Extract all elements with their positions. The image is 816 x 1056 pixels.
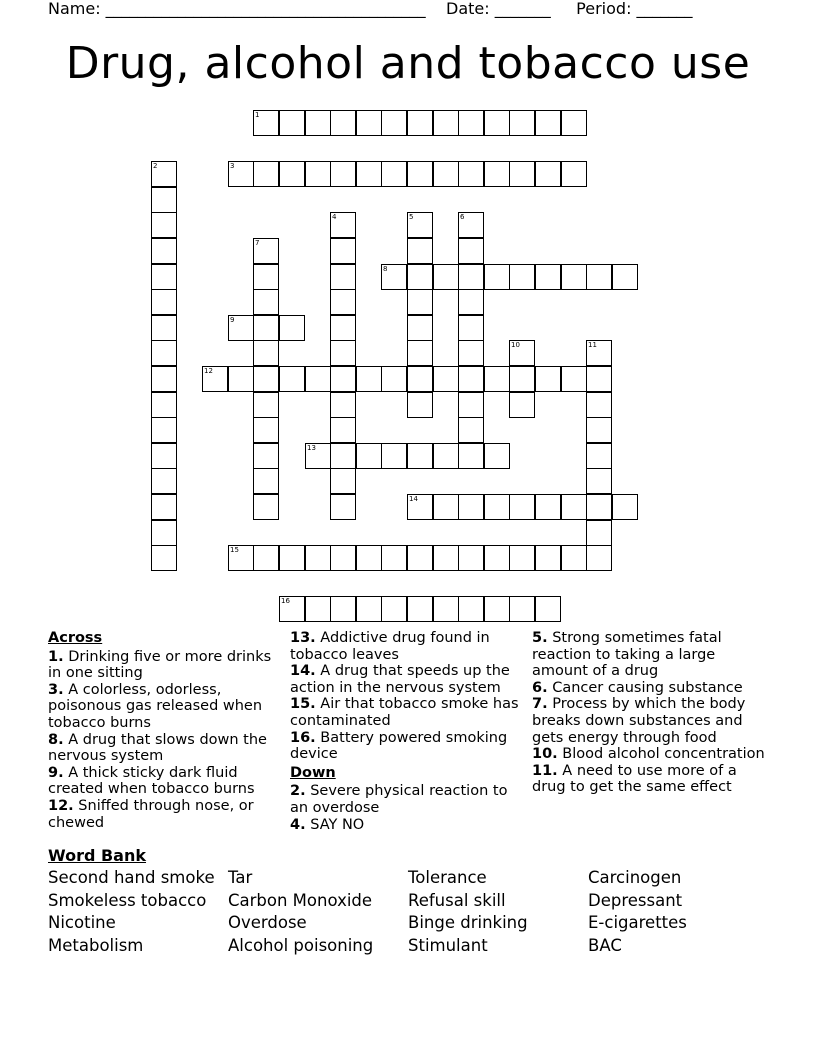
grid-cell[interactable] [330,340,356,366]
clue-text: Drinking five or more drinks in one sitting [48,648,272,682]
grid-cell[interactable] [151,417,177,443]
grid-cell[interactable] [279,545,305,571]
clue-down-10 [532,746,767,763]
clue-text: Severe physical reaction to an overdose [290,783,508,816]
clue-number: 14. [290,663,316,680]
grid-cell[interactable] [279,366,305,392]
grid-cell[interactable] [151,468,177,494]
grid-cell[interactable] [484,264,510,290]
word-bank-item: Alcohol poisoning [228,936,374,955]
grid-cell[interactable] [330,161,356,187]
grid-cell[interactable] [356,161,382,187]
clue-across-15 [290,696,525,729]
clue-text: SAY NO [310,816,365,833]
grid-cell[interactable] [330,212,356,238]
clue-across-8 [48,732,283,765]
clue-number: 5. [532,630,548,646]
cell-number: 2 [153,162,158,170]
grid-cell[interactable] [151,443,177,469]
grid-cell[interactable] [586,443,612,469]
word-bank-item: Nicotine [48,913,116,932]
grid-cell[interactable] [330,110,356,136]
grid-cell[interactable] [253,366,279,392]
grid-cell[interactable] [151,545,177,571]
word-bank-item: Tar [228,868,253,887]
grid-cell[interactable] [535,366,561,392]
grid-cell[interactable] [381,161,407,187]
clue-text: Sniffed through nose, or chewed [48,797,254,831]
clue-number: 11. [532,762,558,779]
grid-cell[interactable] [330,238,356,264]
grid-cell[interactable] [458,264,484,290]
grid-cell[interactable] [330,315,356,341]
grid-cell[interactable] [586,494,612,520]
cell-number: 13 [307,444,316,452]
clue-text: Blood alcohol concentration [562,746,765,763]
cell-number: 11 [588,341,597,349]
grid-cell[interactable] [330,494,356,520]
clue-number: 4. [290,816,306,833]
grid-cell[interactable] [433,596,459,622]
grid-cell[interactable] [151,161,177,187]
grid-cell[interactable] [458,161,484,187]
clue-down-4 [290,817,525,834]
grid-cell[interactable] [561,110,587,136]
grid-cell[interactable] [586,366,612,392]
word-bank-item: Refusal skill [408,891,506,910]
grid-cell[interactable] [151,187,177,213]
grid-cell[interactable] [484,110,510,136]
grid-cell[interactable] [433,366,459,392]
grid-cell[interactable] [407,315,433,341]
word-bank-item: E-cigarettes [588,913,687,932]
grid-cell[interactable] [458,315,484,341]
clue-text: Air that tobacco smoke has contaminated [290,696,519,729]
cell-number: 7 [255,239,260,247]
grid-cell[interactable] [253,468,279,494]
word-bank-item: Depressant [588,891,683,910]
grid-cell[interactable] [407,110,433,136]
grid-cell[interactable] [253,392,279,418]
clue-number: 3. [48,681,64,698]
word-bank-title: Word Bank [48,846,147,865]
word-bank-item: Tolerance [408,868,487,887]
clue-number: 1. [48,648,64,665]
grid-cell[interactable] [151,289,177,315]
grid-cell[interactable] [407,340,433,366]
grid-cell[interactable] [586,520,612,546]
grid-cell[interactable] [458,340,484,366]
clue-text: Strong sometimes fatal reaction to taking a large amount of a drug [532,630,722,680]
grid-cell[interactable] [484,161,510,187]
grid-cell[interactable] [458,238,484,264]
clue-text: A colorless, odorless, poisonous gas released when tobacco burns [48,681,263,731]
grid-cell[interactable] [381,596,407,622]
grid-cell[interactable] [253,443,279,469]
clue-number: 6. [532,679,548,696]
word-bank-item: Binge drinking [408,913,528,932]
grid-cell[interactable] [484,494,510,520]
grid-cell[interactable] [151,212,177,238]
grid-cell[interactable] [381,545,407,571]
cell-number: 16 [281,597,290,605]
grid-cell[interactable] [305,161,331,187]
clue-number: 9. [48,764,64,781]
clue-number: 8. [48,731,64,748]
grid-cell[interactable] [407,238,433,264]
clue-column-2 [290,630,525,833]
clue-across-9 [48,765,283,798]
grid-cell[interactable] [151,520,177,546]
grid-cell[interactable] [253,545,279,571]
grid-cell[interactable] [586,392,612,418]
grid-cell[interactable] [305,110,331,136]
grid-cell[interactable] [228,315,254,341]
grid-cell[interactable] [509,264,535,290]
grid-cell[interactable] [535,545,561,571]
grid-cell[interactable] [407,494,433,520]
word-bank-item: Second hand smoke [48,868,215,887]
grid-cell[interactable] [509,110,535,136]
grid-cell[interactable] [407,443,433,469]
clue-column-1 [48,630,283,831]
grid-cell[interactable] [458,289,484,315]
grid-cell[interactable] [458,596,484,622]
grid-cell[interactable] [433,443,459,469]
word-bank-item: BAC [588,936,622,955]
grid-cell[interactable] [330,596,356,622]
clue-text: A need to use more of a drug to get the same effect [532,762,737,796]
grid-cell[interactable] [253,110,279,136]
word-bank-item: Carbon Monoxide [228,891,373,910]
grid-cell[interactable] [330,468,356,494]
grid-cell[interactable] [305,596,331,622]
grid-cell[interactable] [586,264,612,290]
grid-cell[interactable] [253,238,279,264]
grid-cell[interactable] [458,545,484,571]
grid-cell[interactable] [151,494,177,520]
grid-cell[interactable] [535,596,561,622]
down-heading: Down [290,764,336,781]
grid-cell[interactable] [561,545,587,571]
grid-cell[interactable] [151,315,177,341]
cell-number: 8 [383,265,388,273]
grid-cell[interactable] [253,494,279,520]
grid-cell[interactable] [228,545,254,571]
grid-cell[interactable] [407,289,433,315]
clue-across-13 [290,630,525,663]
clue-number: 7. [532,696,548,713]
grid-cell[interactable] [458,110,484,136]
clue-number: 2. [290,783,306,800]
grid-cell[interactable] [433,161,459,187]
grid-cell[interactable] [433,545,459,571]
grid-cell[interactable] [151,392,177,418]
clue-number: 12. [48,797,74,814]
grid-cell[interactable] [202,366,228,392]
clue-text: Battery powered smoking device [290,729,508,763]
clue-across-3 [48,682,283,732]
grid-cell[interactable] [458,494,484,520]
clue-number: 10. [532,746,558,763]
grid-cell[interactable] [381,110,407,136]
grid-cell[interactable] [484,366,510,392]
cell-number: 15 [230,546,239,554]
grid-cell[interactable] [458,392,484,418]
grid-cell[interactable] [509,494,535,520]
grid-cell[interactable] [330,443,356,469]
grid-cell[interactable] [330,392,356,418]
grid-cell[interactable] [586,468,612,494]
grid-cell[interactable] [330,417,356,443]
clue-number: 13. [290,630,316,646]
grid-cell[interactable] [586,340,612,366]
grid-cell[interactable] [458,366,484,392]
grid-cell[interactable] [484,545,510,571]
grid-cell[interactable] [381,264,407,290]
grid-cell[interactable] [561,366,587,392]
page-title: Drug, alcohol and tobacco use [65,38,751,89]
clue-number: 15. [290,696,316,713]
grid-cell[interactable] [253,264,279,290]
clue-text: A drug that speeds up the action in the nervous system [290,663,510,696]
clue-text: Process by which the body breaks down substances and gets energy through food [532,696,746,746]
grid-cell[interactable] [330,289,356,315]
grid-cell[interactable] [484,443,510,469]
grid-cell[interactable] [433,110,459,136]
grid-cell[interactable] [509,596,535,622]
grid-cell[interactable] [356,596,382,622]
grid-cell[interactable] [305,366,331,392]
clue-down-11 [532,763,767,796]
grid-cell[interactable] [509,161,535,187]
grid-cell[interactable] [509,545,535,571]
word-bank-item: Smokeless tobacco [48,891,207,910]
grid-cell[interactable] [535,264,561,290]
word-bank-item: Overdose [228,913,307,932]
grid-cell[interactable] [253,340,279,366]
grid-cell[interactable] [305,545,331,571]
clue-down-6 [532,680,767,697]
grid-cell[interactable] [433,264,459,290]
cell-number: 4 [332,213,337,221]
cell-number: 6 [460,213,465,221]
grid-cell[interactable] [407,545,433,571]
clue-across-12 [48,798,283,831]
grid-cell[interactable] [407,596,433,622]
grid-cell[interactable] [407,264,433,290]
across-heading: Across [48,630,103,646]
grid-cell[interactable] [305,443,331,469]
clue-text: Cancer causing substance [552,679,743,696]
cell-number: 1 [255,111,260,119]
grid-cell[interactable] [407,161,433,187]
clue-text: Addictive drug found in tobacco leaves [290,630,490,663]
cell-number: 3 [230,162,235,170]
grid-cell[interactable] [330,545,356,571]
grid-cell[interactable] [535,110,561,136]
cell-number: 14 [409,495,418,503]
clue-column-3 [532,630,767,796]
grid-cell[interactable] [381,366,407,392]
clue-down-7 [532,696,767,746]
grid-cell[interactable] [356,366,382,392]
clue-number: 16. [290,729,316,746]
grid-cell[interactable] [561,494,587,520]
grid-cell[interactable] [458,443,484,469]
grid-cell[interactable] [458,212,484,238]
cell-number: 9 [230,316,235,324]
grid-cell[interactable] [407,212,433,238]
grid-cell[interactable] [381,443,407,469]
grid-cell[interactable] [484,596,510,622]
grid-cell[interactable] [253,161,279,187]
grid-cell[interactable] [509,340,535,366]
grid-cell[interactable] [253,417,279,443]
grid-cell[interactable] [253,315,279,341]
clue-across-14 [290,663,525,696]
grid-cell[interactable] [330,366,356,392]
clue-text: A thick sticky dark fluid created when tobacco burns [48,764,255,798]
grid-cell[interactable] [279,110,305,136]
clue-text: A drug that slows down the nervous system [48,731,267,765]
grid-cell[interactable] [458,417,484,443]
grid-cell[interactable] [228,161,254,187]
word-bank-item: Stimulant [408,936,488,955]
cell-number: 5 [409,213,414,221]
grid-cell[interactable] [279,315,305,341]
word-bank-item: Metabolism [48,936,144,955]
grid-cell[interactable] [612,264,638,290]
grid-cell[interactable] [407,366,433,392]
grid-cell[interactable] [561,264,587,290]
grid-cell[interactable] [407,392,433,418]
grid-cell[interactable] [433,494,459,520]
grid-cell[interactable] [356,443,382,469]
cell-number: 10 [511,341,520,349]
grid-cell[interactable] [356,110,382,136]
grid-cell[interactable] [330,264,356,290]
clue-across-1 [48,649,283,682]
grid-cell[interactable] [228,366,254,392]
word-bank-item: Carcinogen [588,868,682,887]
grid-cell[interactable] [509,392,535,418]
cell-number: 12 [204,367,213,375]
grid-cell[interactable] [586,417,612,443]
grid-cell[interactable] [509,366,535,392]
student-info-line: Name: ________________________________________ Date: _______ Period: _______ [48,0,693,18]
grid-cell[interactable] [561,161,587,187]
grid-cell[interactable] [279,161,305,187]
grid-cell[interactable] [151,238,177,264]
grid-cell[interactable] [612,494,638,520]
grid-cell[interactable] [356,545,382,571]
grid-cell[interactable] [279,596,305,622]
grid-cell[interactable] [253,289,279,315]
grid-cell[interactable] [586,545,612,571]
grid-cell[interactable] [151,264,177,290]
grid-cell[interactable] [151,366,177,392]
grid-cell[interactable] [535,161,561,187]
grid-cell[interactable] [535,494,561,520]
clue-down-2 [290,783,525,816]
clue-down-5 [532,630,767,680]
clue-across-16 [290,730,525,763]
grid-cell[interactable] [151,340,177,366]
